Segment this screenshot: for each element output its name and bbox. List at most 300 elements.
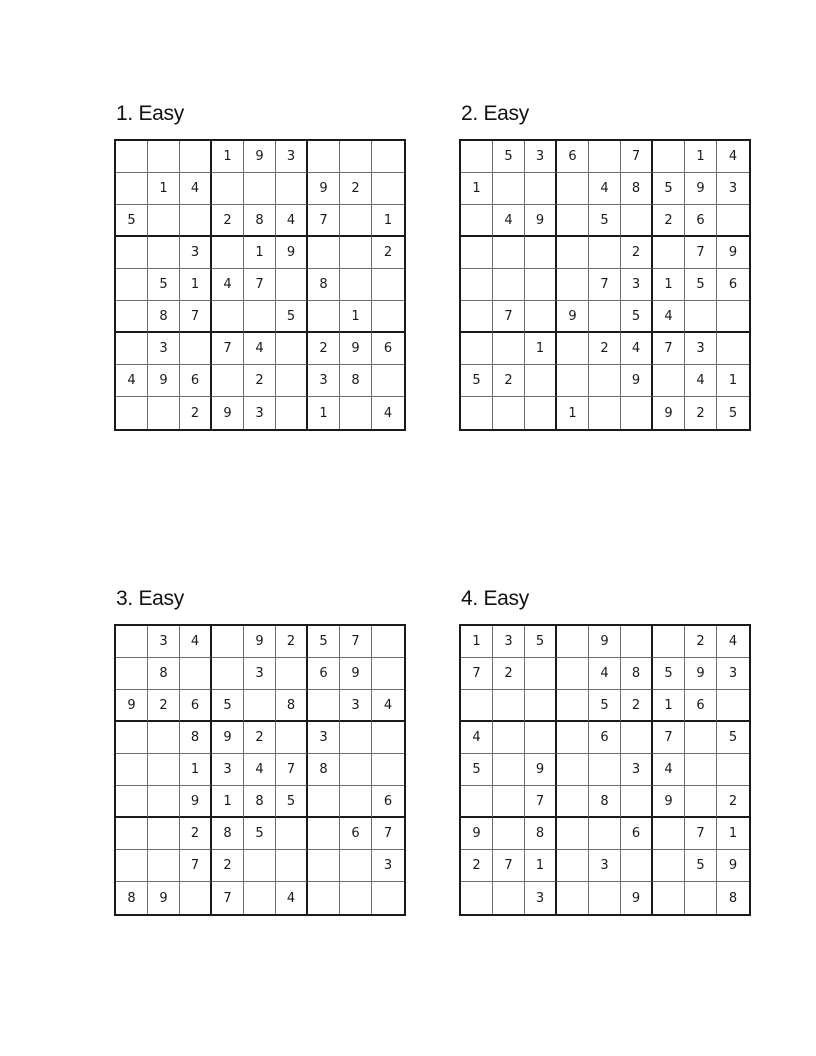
- sudoku-cell: 7: [180, 301, 212, 333]
- sudoku-cell: 7: [340, 626, 372, 658]
- sudoku-cell: 5: [717, 722, 749, 754]
- sudoku-cell: [717, 754, 749, 786]
- sudoku-cell: [340, 722, 372, 754]
- sudoku-cell: [525, 269, 557, 301]
- sudoku-cell: 9: [589, 626, 621, 658]
- sudoku-cell: [276, 818, 308, 850]
- sudoku-cell: 8: [308, 754, 340, 786]
- sudoku-cell: [717, 205, 749, 237]
- sudoku-cell: [685, 882, 717, 914]
- sudoku-cell: [589, 397, 621, 429]
- sudoku-cell: [525, 365, 557, 397]
- sudoku-cell: [116, 786, 148, 818]
- sudoku-cell: [180, 333, 212, 365]
- sudoku-cell: [244, 301, 276, 333]
- sudoku-cell: [461, 397, 493, 429]
- sudoku-cell: 5: [212, 690, 244, 722]
- sudoku-cell: 3: [525, 882, 557, 914]
- sudoku-cell: 9: [525, 754, 557, 786]
- sudoku-cell: [372, 882, 404, 914]
- sudoku-cell: [589, 237, 621, 269]
- sudoku-cell: 9: [180, 786, 212, 818]
- sudoku-cell: [340, 269, 372, 301]
- sudoku-cell: 8: [589, 786, 621, 818]
- sudoku-cell: 9: [148, 365, 180, 397]
- sudoku-cell: 2: [621, 690, 653, 722]
- sudoku-cell: [493, 237, 525, 269]
- sudoku-cell: [461, 237, 493, 269]
- sudoku-cell: [557, 786, 589, 818]
- sudoku-cell: [116, 850, 148, 882]
- sudoku-cell: [212, 237, 244, 269]
- sudoku-cell: 6: [308, 658, 340, 690]
- sudoku-cell: [212, 626, 244, 658]
- sudoku-cell: 9: [685, 658, 717, 690]
- sudoku-cell: [621, 850, 653, 882]
- sudoku-cell: 5: [728, 405, 738, 421]
- sudoku-cell: 8: [621, 173, 653, 205]
- sudoku-cell: [308, 786, 340, 818]
- sudoku-cell: 3: [180, 237, 212, 269]
- sudoku-cell: 6: [685, 690, 717, 722]
- sudoku-cell: 1: [461, 626, 493, 658]
- sudoku-cell: 3: [212, 754, 244, 786]
- sudoku-cell: 3: [244, 658, 276, 690]
- sudoku-cell: 2: [340, 173, 372, 205]
- sudoku-cell: 3: [148, 333, 180, 365]
- sudoku-cell: [653, 141, 685, 173]
- sudoku-cell: 9: [116, 690, 148, 722]
- sudoku-cell: 8: [116, 882, 148, 914]
- sudoku-cell: 4: [276, 882, 308, 914]
- sudoku-cell: 2: [717, 786, 749, 818]
- sudoku-cell: 4: [653, 301, 685, 333]
- sudoku-cell: 9: [148, 882, 180, 914]
- sudoku-cell: [557, 173, 589, 205]
- sudoku-cell: 1: [717, 365, 749, 397]
- sudoku-cell: [116, 141, 148, 173]
- sudoku-cell: 7: [493, 301, 525, 333]
- sudoku-cell: [717, 333, 749, 365]
- sudoku-cell: [116, 658, 148, 690]
- sudoku-cell: 1: [212, 786, 244, 818]
- sudoku-cell: 6: [180, 365, 212, 397]
- sudoku-cell: 9: [621, 882, 653, 914]
- sudoku-cell: [180, 205, 212, 237]
- sudoku-cell: [116, 397, 148, 429]
- sudoku-grid: [459, 624, 751, 916]
- sudoku-cell: 3: [148, 626, 180, 658]
- sudoku-cell: [557, 754, 589, 786]
- sudoku-cell: [116, 754, 148, 786]
- sudoku-cell: [308, 141, 340, 173]
- sudoku-cell: [621, 786, 653, 818]
- sudoku-cell: 1: [372, 205, 404, 237]
- sudoku-cell: [557, 365, 589, 397]
- sudoku-cell: 4: [244, 333, 276, 365]
- sudoku-cell: 8: [276, 690, 308, 722]
- sudoku-cell: [116, 237, 148, 269]
- sudoku-cell: 9: [621, 365, 653, 397]
- sudoku-cell: 9: [212, 397, 244, 429]
- sudoku-cell: 8: [212, 818, 244, 850]
- sudoku-cell: [148, 786, 180, 818]
- sudoku-cell: [653, 818, 685, 850]
- sudoku-cell: 1: [685, 141, 717, 173]
- sudoku-cell: 8: [340, 365, 372, 397]
- sudoku-cell: 5: [621, 301, 653, 333]
- sudoku-cell: [340, 397, 372, 429]
- sudoku-grid: [114, 624, 406, 916]
- sudoku-cell: [589, 818, 621, 850]
- sudoku-cell: 4: [589, 658, 621, 690]
- sudoku-cell: 6: [340, 818, 372, 850]
- sudoku-grid: [114, 139, 406, 431]
- sudoku-cell: 4: [461, 722, 493, 754]
- sudoku-cell: [340, 237, 372, 269]
- sudoku-cell: 4: [276, 205, 308, 237]
- sudoku-cell: 7: [244, 269, 276, 301]
- sudoku-cell: [493, 173, 525, 205]
- sudoku-cell: [244, 882, 276, 914]
- sudoku-cell: 8: [148, 658, 180, 690]
- sudoku-cell: 5: [461, 754, 493, 786]
- sudoku-cell: 8: [244, 786, 276, 818]
- sudoku-cell: [589, 301, 621, 333]
- sudoku-cell: [589, 882, 621, 914]
- sudoku-cell: [372, 626, 404, 658]
- sudoku-cell: [308, 818, 340, 850]
- sudoku-cell: [557, 658, 589, 690]
- sudoku-cell: 2: [685, 626, 717, 658]
- sudoku-cell: 5: [148, 269, 180, 301]
- sudoku-cell: [493, 818, 525, 850]
- sudoku-cell: [557, 205, 589, 237]
- sudoku-cell: 7: [308, 205, 340, 237]
- sudoku-cell: 7: [372, 818, 404, 850]
- sudoku-cell: 1: [525, 850, 557, 882]
- sudoku-cell: [116, 722, 148, 754]
- sudoku-cell: 1: [717, 818, 749, 850]
- sudoku-cell: 5: [493, 141, 525, 173]
- sudoku-cell: 2: [621, 237, 653, 269]
- sudoku-cell: 9: [308, 173, 340, 205]
- sudoku-cell: [276, 658, 308, 690]
- sudoku-cell: 7: [180, 850, 212, 882]
- sudoku-cell: [685, 754, 717, 786]
- sudoku-cell: [461, 786, 493, 818]
- sudoku-cell: [372, 658, 404, 690]
- sudoku-cell: [621, 722, 653, 754]
- sudoku-cell: 2: [212, 850, 244, 882]
- sudoku-cell: [461, 301, 493, 333]
- sudoku-cell: [148, 754, 180, 786]
- sudoku-cell: 9: [653, 397, 685, 429]
- sudoku-cell: 1: [148, 173, 180, 205]
- sudoku-cell: [148, 850, 180, 882]
- sudoku-cell: [340, 786, 372, 818]
- sudoku-cell: [589, 365, 621, 397]
- sudoku-cell: [340, 850, 372, 882]
- sudoku-cell: [557, 850, 589, 882]
- sudoku-cell: [308, 237, 340, 269]
- sudoku-cell: 2: [180, 818, 212, 850]
- sudoku-cell: [525, 722, 557, 754]
- sudoku-cell: 6: [621, 818, 653, 850]
- sudoku-cell: [557, 690, 589, 722]
- puzzle-title: 3. Easy: [116, 587, 184, 610]
- sudoku-cell: 3: [340, 690, 372, 722]
- sudoku-cell: [557, 722, 589, 754]
- sudoku-cell: 7: [493, 850, 525, 882]
- sudoku-cell: 9: [340, 658, 372, 690]
- sudoku-cell: 1: [525, 333, 557, 365]
- sudoku-cell: 6: [372, 333, 404, 365]
- sudoku-cell: 4: [372, 690, 404, 722]
- sudoku-cell: 5: [276, 786, 308, 818]
- sudoku-cell: [276, 850, 308, 882]
- sudoku-cell: 3: [244, 397, 276, 429]
- sudoku-cell: [372, 173, 404, 205]
- sudoku-cell: [653, 365, 685, 397]
- sudoku-cell: 1: [244, 237, 276, 269]
- sudoku-cell: 7: [685, 818, 717, 850]
- sudoku-cell: [308, 301, 340, 333]
- sudoku-cell: [372, 269, 404, 301]
- sudoku-cell: 5: [461, 365, 493, 397]
- sudoku-cell: 7: [653, 333, 685, 365]
- sudoku-cell: [493, 690, 525, 722]
- sudoku-cell: [148, 237, 180, 269]
- sudoku-cell: [557, 237, 589, 269]
- sudoku-cell: [340, 882, 372, 914]
- sudoku-cell: [372, 301, 404, 333]
- sudoku-cell: 2: [308, 333, 340, 365]
- sudoku-cell: 1: [461, 173, 493, 205]
- sudoku-cell: [372, 754, 404, 786]
- sudoku-cell: 5: [685, 850, 717, 882]
- sudoku-cell: [116, 333, 148, 365]
- sudoku-cell: 6: [589, 722, 621, 754]
- sudoku-cell: [276, 333, 308, 365]
- sudoku-cell: [180, 658, 212, 690]
- sudoku-cell: [653, 882, 685, 914]
- sudoku-cell: [717, 690, 749, 722]
- sudoku-cell: [685, 301, 717, 333]
- sudoku-cell: [589, 141, 621, 173]
- sudoku-cell: [116, 173, 148, 205]
- sudoku-cell: [525, 690, 557, 722]
- sudoku-cell: [276, 722, 308, 754]
- sudoku-cell: 3: [717, 173, 749, 205]
- sudoku-cell: 9: [685, 173, 717, 205]
- sudoku-cell: 5: [685, 269, 717, 301]
- sudoku-cell: [461, 205, 493, 237]
- sudoku-cell: 8: [525, 818, 557, 850]
- sudoku-cell: 3: [717, 658, 749, 690]
- sudoku-cell: 5: [276, 301, 308, 333]
- sudoku-cell: [493, 269, 525, 301]
- sudoku-cell: [557, 333, 589, 365]
- sudoku-cell: 2: [589, 333, 621, 365]
- sudoku-cell: 9: [244, 626, 276, 658]
- sudoku-cell: [525, 658, 557, 690]
- sudoku-cell: 1: [557, 397, 589, 429]
- sudoku-cell: [461, 333, 493, 365]
- sudoku-cell: [493, 786, 525, 818]
- sudoku-cell: [148, 205, 180, 237]
- sudoku-cell: 3: [685, 333, 717, 365]
- sudoku-cell: 2: [493, 365, 525, 397]
- sudoku-cell: 8: [308, 269, 340, 301]
- sudoku-cell: 5: [116, 205, 148, 237]
- sudoku-cell: 2: [493, 658, 525, 690]
- sudoku-cell: 6: [372, 786, 404, 818]
- sudoku-cell: [308, 690, 340, 722]
- sudoku-cell: [653, 850, 685, 882]
- sudoku-cell: [557, 818, 589, 850]
- sudoku-cell: 4: [685, 365, 717, 397]
- sudoku-cell: 2: [685, 397, 717, 429]
- sudoku-cell: [116, 626, 148, 658]
- sudoku-cell: [244, 690, 276, 722]
- sudoku-cell: 8: [148, 301, 180, 333]
- sudoku-cell: [461, 269, 493, 301]
- sudoku-cell: [372, 365, 404, 397]
- sudoku-cell: 9: [461, 818, 493, 850]
- sudoku-cell: 8: [180, 722, 212, 754]
- sudoku-cell: 4: [653, 754, 685, 786]
- sudoku-cell: 3: [372, 850, 404, 882]
- sudoku-cell: 5: [525, 626, 557, 658]
- sudoku-cell: 7: [685, 237, 717, 269]
- sudoku-cell: [212, 365, 244, 397]
- sudoku-cell: 4: [180, 173, 212, 205]
- sudoku-cell: [653, 626, 685, 658]
- sudoku-cell: 7: [276, 754, 308, 786]
- sudoku-cell: [148, 397, 180, 429]
- sudoku-cell: 6: [180, 690, 212, 722]
- sudoku-cell: [493, 397, 525, 429]
- sudoku-cell: 3: [589, 850, 621, 882]
- sudoku-cell: [148, 818, 180, 850]
- sudoku-cell: [461, 141, 493, 173]
- sudoku-cell: 5: [589, 690, 621, 722]
- sudoku-cell: 3: [308, 722, 340, 754]
- sudoku-cell: [717, 301, 749, 333]
- sudoku-cell: 3: [308, 365, 340, 397]
- sudoku-cell: 9: [276, 237, 308, 269]
- sudoku-cell: 2: [244, 365, 276, 397]
- sudoku-cell: [340, 205, 372, 237]
- sudoku-cell: 5: [308, 626, 340, 658]
- sudoku-cell: [493, 754, 525, 786]
- sudoku-cell: 1: [653, 690, 685, 722]
- sudoku-cell: [621, 626, 653, 658]
- sudoku-cell: 4: [493, 205, 525, 237]
- sudoku-cell: [340, 754, 372, 786]
- sudoku-cell: 8: [244, 205, 276, 237]
- sudoku-cell: [461, 690, 493, 722]
- sudoku-cell: [116, 269, 148, 301]
- sudoku-cell: [212, 173, 244, 205]
- sudoku-cell: 1: [180, 269, 212, 301]
- sudoku-cell: 3: [493, 626, 525, 658]
- sudoku-cell: [589, 754, 621, 786]
- sudoku-cell: [372, 722, 404, 754]
- sudoku-cell: [557, 626, 589, 658]
- sudoku-cell: 6: [717, 269, 749, 301]
- sudoku-cell: 2: [212, 205, 244, 237]
- sudoku-grid: [459, 139, 751, 431]
- sudoku-cell: 4: [621, 333, 653, 365]
- sudoku-cell: 1: [308, 397, 340, 429]
- puzzle-title: 2. Easy: [461, 102, 529, 125]
- sudoku-cell: 7: [212, 333, 244, 365]
- sudoku-cell: 9: [244, 141, 276, 173]
- sudoku-cell: 3: [525, 141, 557, 173]
- sudoku-cell: [685, 786, 717, 818]
- sudoku-cell: 9: [653, 786, 685, 818]
- sudoku-cell: 8: [728, 890, 738, 906]
- sudoku-cell: 7: [621, 141, 653, 173]
- sudoku-cell: [525, 237, 557, 269]
- sudoku-cell: [461, 882, 493, 914]
- sudoku-cell: 2: [180, 397, 212, 429]
- sudoku-cell: [180, 141, 212, 173]
- sudoku-cell: 3: [621, 269, 653, 301]
- sudoku-cell: [148, 722, 180, 754]
- sudoku-cell: [180, 882, 212, 914]
- sudoku-cell: [148, 141, 180, 173]
- sudoku-cell: [244, 173, 276, 205]
- sudoku-cell: 1: [340, 301, 372, 333]
- sudoku-cell: [372, 141, 404, 173]
- sudoku-cell: 7: [653, 722, 685, 754]
- sudoku-cell: [557, 882, 589, 914]
- sudoku-cell: 7: [525, 786, 557, 818]
- sudoku-cell: 2: [276, 626, 308, 658]
- sudoku-cell: 4: [180, 626, 212, 658]
- sudoku-cell: 3: [276, 141, 308, 173]
- sudoku-cell: 2: [372, 237, 404, 269]
- sudoku-cell: [276, 397, 308, 429]
- sudoku-cell: 9: [717, 850, 749, 882]
- sudoku-cell: [621, 397, 653, 429]
- sudoku-cell: 2: [148, 690, 180, 722]
- sudoku-cell: 6: [557, 141, 589, 173]
- sudoku-cell: [276, 173, 308, 205]
- sudoku-cell: 1: [180, 754, 212, 786]
- sudoku-cell: 4: [717, 626, 749, 658]
- sudoku-cell: [340, 141, 372, 173]
- sudoku-cell: [244, 850, 276, 882]
- sudoku-cell: 9: [557, 301, 589, 333]
- sudoku-cell: [557, 269, 589, 301]
- sudoku-cell: 6: [685, 205, 717, 237]
- sudoku-cell: 4: [116, 365, 148, 397]
- sudoku-cell: 2: [653, 205, 685, 237]
- sudoku-cell: 9: [340, 333, 372, 365]
- sudoku-cell: 4: [244, 754, 276, 786]
- sudoku-cell: [653, 237, 685, 269]
- sudoku-cell: 5: [589, 205, 621, 237]
- sudoku-cell: 9: [212, 722, 244, 754]
- sudoku-cell: [212, 658, 244, 690]
- sudoku-cell: 1: [653, 269, 685, 301]
- sudoku-cell: [308, 850, 340, 882]
- sudoku-cell: 4: [383, 405, 393, 421]
